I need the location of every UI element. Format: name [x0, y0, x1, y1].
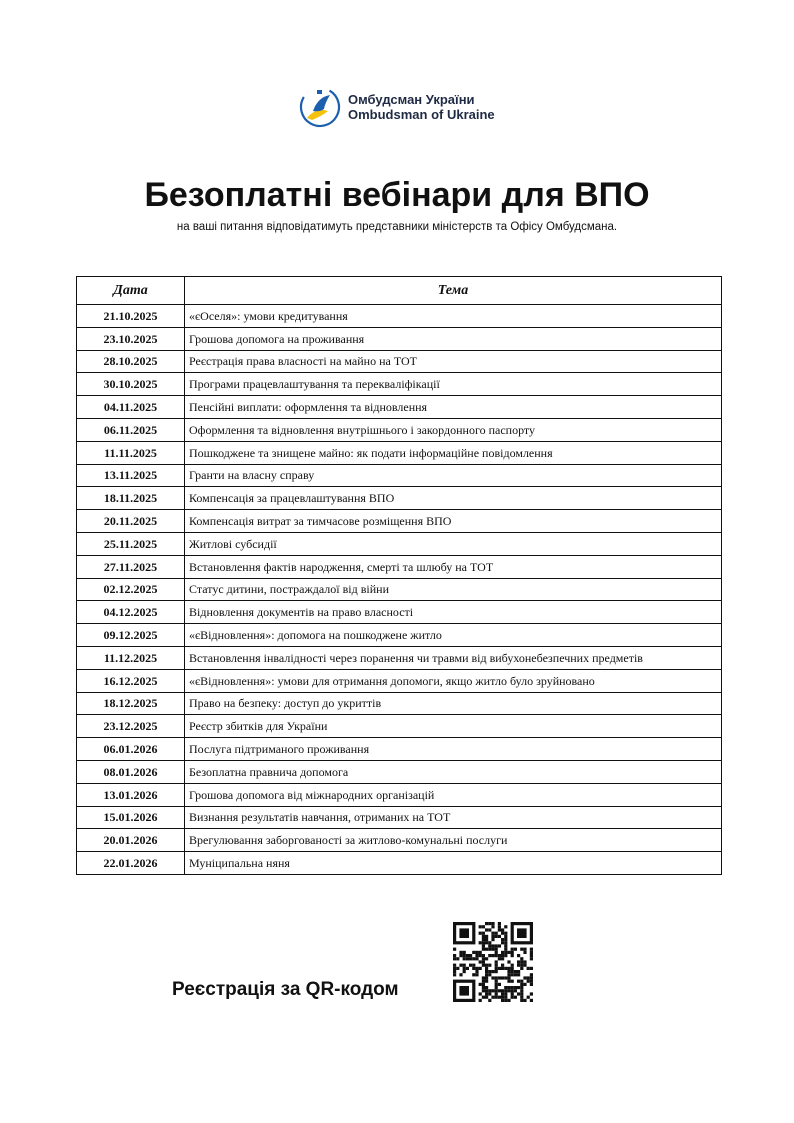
webinar-topic: Послуга підтриманого проживання: [185, 738, 722, 761]
table-row: [77, 305, 722, 328]
ombudsman-logo: [298, 84, 495, 130]
column-header-date: Дата: [77, 277, 185, 305]
webinar-date: 11.11.2025: [77, 441, 185, 464]
webinar-date: 13.11.2025: [77, 464, 185, 487]
table-row: [77, 555, 722, 578]
webinar-date: 04.12.2025: [77, 601, 185, 624]
table-row: [77, 715, 722, 738]
webinar-topic: Відновлення документів на право власності: [185, 601, 722, 624]
column-header-topic: Тема: [185, 277, 722, 305]
webinar-date: 16.12.2025: [77, 669, 185, 692]
webinar-topic: Право на безпеку: доступ до укриттів: [185, 692, 722, 715]
page-subtitle: на ваші питання відповідатимуть представники міністерств та Офісу Омбудсмана.: [176, 221, 618, 233]
logo-line-ukrainian: Омбудсман України: [348, 92, 475, 107]
table-row: [77, 646, 722, 669]
table-row: [77, 829, 722, 852]
webinar-date: 28.10.2025: [77, 350, 185, 373]
webinar-date: 04.11.2025: [77, 396, 185, 419]
webinar-topic: Грошова допомога від міжнародних організацій: [185, 783, 722, 806]
webinar-topic: Встановлення інвалідності через поранення чи травми від вибухонебезпечних предметів: [185, 646, 722, 669]
table-row: [77, 487, 722, 510]
table-row: [77, 327, 722, 350]
webinar-topic: Врегулювання заборгованості за житлово-комунальні послуги: [185, 829, 722, 852]
webinar-date: 11.12.2025: [77, 646, 185, 669]
webinar-topic: Програми працевлаштування та перекваліфікації: [185, 373, 722, 396]
table-row: [77, 464, 722, 487]
webinar-topic: Пошкоджене та знищене майно: як подати інформаційне повідомлення: [185, 441, 722, 464]
ombudsman-emblem-icon: [298, 85, 342, 129]
table-row: [77, 783, 722, 806]
webinar-topic: Визнання результатів навчання, отриманих на ТОТ: [185, 806, 722, 829]
webinar-topic: Статус дитини, постраждалої від війни: [185, 578, 722, 601]
table-row: [77, 692, 722, 715]
page-title: Безоплатні вебінари для ВПО: [144, 176, 650, 214]
table-row: [77, 806, 722, 829]
webinar-topic: Реєстрація права власності на майно на ТОТ: [185, 350, 722, 373]
table-row: [77, 601, 722, 624]
webinar-date: 23.10.2025: [77, 327, 185, 350]
webinar-date: 23.12.2025: [77, 715, 185, 738]
table-row: [77, 396, 722, 419]
table-header-row: [77, 277, 722, 305]
webinar-topic: «єВідновлення»: допомога на пошкоджене житло: [185, 624, 722, 647]
webinar-date: 09.12.2025: [77, 624, 185, 647]
webinar-date: 06.11.2025: [77, 418, 185, 441]
webinar-date: 02.12.2025: [77, 578, 185, 601]
webinar-topic: Гранти на власну справу: [185, 464, 722, 487]
webinar-date: 20.01.2026: [77, 829, 185, 852]
table-row: [77, 532, 722, 555]
webinar-date: 15.01.2026: [77, 806, 185, 829]
webinar-topic: «єВідновлення»: умови для отримання допомоги, якщо житло було зруйновано: [185, 669, 722, 692]
webinar-date: 27.11.2025: [77, 555, 185, 578]
table-row: [77, 760, 722, 783]
table-row: [77, 350, 722, 373]
webinar-date: 18.12.2025: [77, 692, 185, 715]
webinar-date: 30.10.2025: [77, 373, 185, 396]
table-row: [77, 624, 722, 647]
webinar-topic: Муніципальна няня: [185, 852, 722, 875]
table-row: [77, 738, 722, 761]
table-row: [77, 373, 722, 396]
webinar-topic: Пенсійні виплати: оформлення та відновлення: [185, 396, 722, 419]
webinar-date: 22.01.2026: [77, 852, 185, 875]
webinar-date: 21.10.2025: [77, 305, 185, 328]
webinar-date: 08.01.2026: [77, 760, 185, 783]
registration-label: Реєстрація за QR-кодом: [172, 979, 399, 1000]
webinar-topic: Безоплатна правнича допомога: [185, 760, 722, 783]
webinar-topic: Реєстр збитків для України: [185, 715, 722, 738]
logo-line-english: Ombudsman of Ukraine: [348, 107, 495, 122]
webinar-topic: Житлові субсидії: [185, 532, 722, 555]
webinar-topic: Компенсація витрат за тимчасове розміщення ВПО: [185, 510, 722, 533]
webinar-date: 13.01.2026: [77, 783, 185, 806]
webinar-topic: Встановлення фактів народження, смерті та шлюбу на ТОТ: [185, 555, 722, 578]
table-row: [77, 418, 722, 441]
webinar-date: 20.11.2025: [77, 510, 185, 533]
table-row: [77, 510, 722, 533]
webinar-date: 06.01.2026: [77, 738, 185, 761]
webinar-schedule-table: [76, 276, 722, 875]
webinar-topic: Грошова допомога на проживання: [185, 327, 722, 350]
webinar-date: 18.11.2025: [77, 487, 185, 510]
webinar-topic: «єОселя»: умови кредитування: [185, 305, 722, 328]
table-row: [77, 669, 722, 692]
qr-code-icon[interactable]: [453, 922, 533, 1002]
table-row: [77, 852, 722, 875]
webinar-topic: Компенсація за працевлаштування ВПО: [185, 487, 722, 510]
table-row: [77, 441, 722, 464]
table-row: [77, 578, 722, 601]
webinar-topic: Оформлення та відновлення внутрішнього і закордонного паспорту: [185, 418, 722, 441]
webinar-date: 25.11.2025: [77, 532, 185, 555]
